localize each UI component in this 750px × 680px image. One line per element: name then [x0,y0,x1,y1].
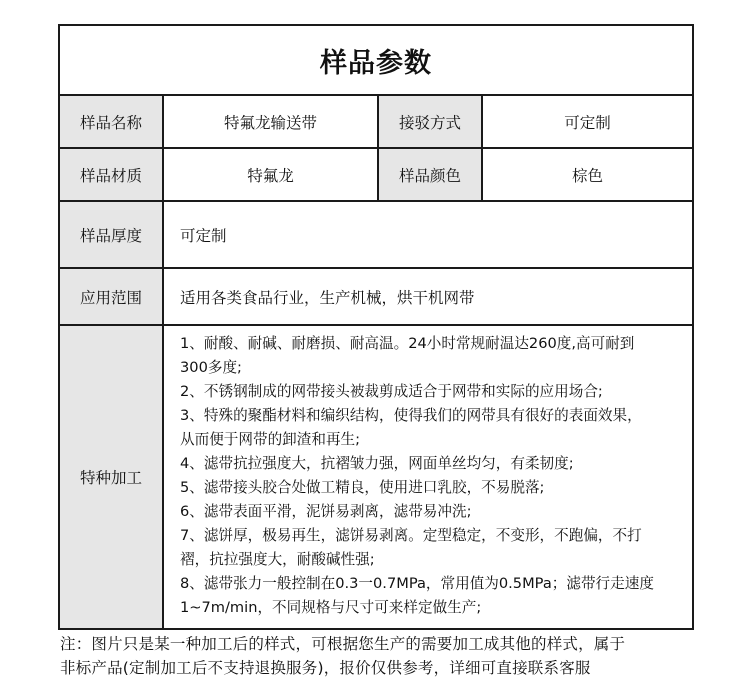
spec-table [58,24,694,630]
value-color: 棕色 [482,148,693,201]
row-special-processing [59,325,693,629]
feature-line: 5、滤带接头胶合处做工精良，使用进口乳胶，不易脱落; [180,479,545,496]
label-special-processing: 特种加工 [59,325,163,629]
feature-line: 8、滤带张力一般控制在0.3一0.7MPa，常用值为0.5MPa；滤带行走速度 [180,575,654,592]
feature-line: 7、滤饼厚，极易再生，滤饼易剥离。定型稳定，不变形，不跑偏，不打 [180,527,642,544]
row-application [59,268,693,325]
feature-line: 2、不锈钢制成的网带接头被裁剪成适合于网带和实际的应用场合; [180,383,603,400]
footnote [60,632,700,680]
feature-line: 6、滤带表面平滑，泥饼易剥离，滤带易冲洗; [180,503,472,520]
feature-line: 3、特殊的聚酯材料和编织结构，使得我们的网带具有很好的表面效果， [180,407,642,424]
row-name-splice [59,95,693,148]
feature-line: 1~7m/min，不同规格与尺寸可来样定做生产; [180,599,482,616]
feature-line: 褶，抗拉强度大，耐酸碱性强; [180,551,375,568]
special-processing-list [163,325,693,629]
table-title: 样品参数 [59,25,693,95]
footnote-line-2: 非标产品(定制加工后不支持退换服务)，报价仅供参考，详细可直接联系客服 [60,659,591,677]
feature-line: 从而便于网带的卸渣和再生; [180,431,361,448]
value-sample-name: 特氟龙输送带 [163,95,378,148]
feature-line: 300多度; [180,359,242,376]
footnote-line-1: 注：图片只是某一种加工后的样式，可根据您生产的需要加工成其他的样式，属于 [60,635,626,653]
label-thickness: 样品厚度 [59,201,163,268]
row-material-color [59,148,693,201]
label-material: 样品材质 [59,148,163,201]
value-splice-method: 可定制 [482,95,693,148]
label-splice-method: 接驳方式 [378,95,482,148]
label-sample-name: 样品名称 [59,95,163,148]
label-color: 样品颜色 [378,148,482,201]
row-thickness [59,201,693,268]
feature-line: 4、滤带抗拉强度大，抗褶皱力强，网面单丝均匀，有柔韧度; [180,455,574,472]
value-material: 特氟龙 [163,148,378,201]
label-application: 应用范围 [59,268,163,325]
title-row [59,25,693,95]
value-thickness: 可定制 [163,201,693,268]
feature-line: 1、耐酸、耐碱、耐磨损、耐高温。24小时常规耐温达260度,高可耐到 [180,335,635,352]
value-application: 适用各类食品行业，生产机械，烘干机网带 [163,268,693,325]
